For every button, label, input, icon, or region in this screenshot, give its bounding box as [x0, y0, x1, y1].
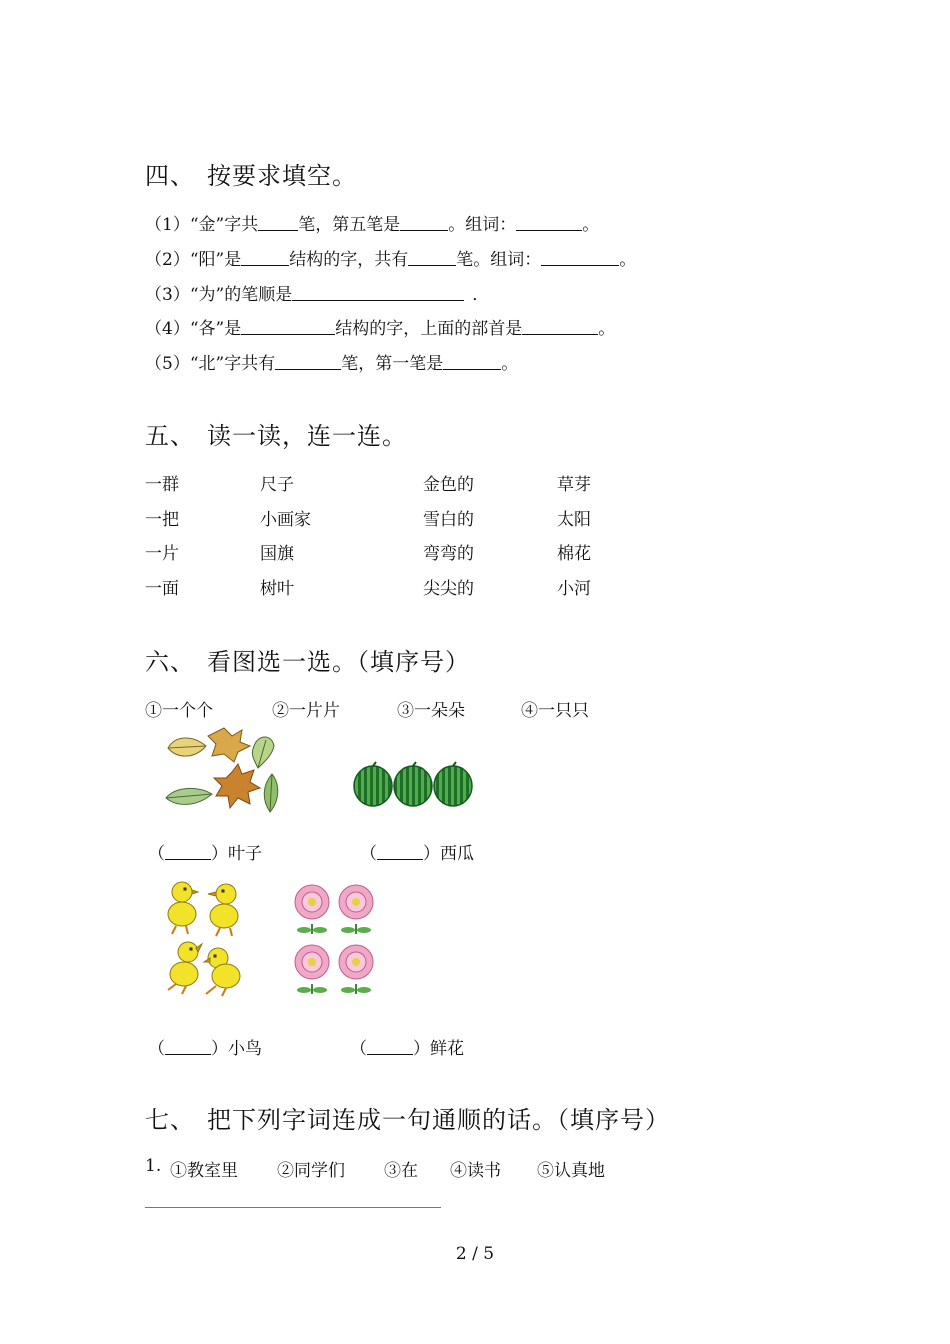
leaves-picture — [162, 724, 290, 816]
s4-item-3 — [145, 280, 489, 305]
s4-item-4-text-b: 结构的字，上面的部首是 — [335, 319, 523, 339]
word-1: ①教室里 — [170, 1161, 238, 1181]
answer-leaves-label: ）叶子 — [211, 844, 262, 864]
answer-flowers — [350, 1034, 464, 1059]
fill-blank[interactable] — [516, 216, 582, 231]
s4-item-2-text-a: （2）“阳”是 — [145, 250, 242, 270]
s4-item-3-text-a: （3）“为”的笔顺是 — [145, 285, 293, 305]
s5-col4-item[interactable]: 棉花 — [557, 544, 591, 564]
s4-item-1 — [145, 210, 599, 235]
s5-col4-item[interactable]: 草芽 — [557, 475, 591, 495]
s4-item-5-text-c: 。 — [501, 354, 519, 374]
section7-title-text: 把下列字词连成一句通顺的话。（填序号） — [207, 1106, 670, 1134]
s5-col4-item[interactable]: 小河 — [557, 579, 591, 599]
answer-flowers-label: ）鲜花 — [413, 1039, 464, 1059]
section5-title-text: 读一读，连一连。 — [207, 422, 407, 450]
option-1: ①一个个 — [145, 701, 213, 721]
s5-col4-item[interactable]: 太阳 — [557, 510, 591, 530]
flower-icon — [339, 885, 373, 934]
chicks-picture — [160, 878, 250, 998]
leaf-icon — [214, 764, 260, 808]
word-5: ⑤认真地 — [537, 1161, 605, 1181]
section4-title — [145, 156, 357, 191]
section7-title — [145, 1100, 670, 1135]
s4-item-2 — [145, 245, 636, 270]
s5-col2-item[interactable]: 小画家 — [260, 510, 311, 530]
s4-item-5-text-b: 笔，第一笔是 — [341, 354, 444, 374]
s4-item-4 — [145, 314, 615, 339]
s5-col1-item[interactable]: 一片 — [145, 544, 179, 564]
leaf-icon — [166, 788, 212, 804]
fill-blank[interactable] — [400, 216, 448, 231]
fill-blank[interactable] — [165, 1040, 211, 1055]
s4-item-1-text-c: 。组词： — [448, 215, 517, 235]
section4-number: 四、 — [145, 162, 195, 190]
flower-icon — [295, 945, 329, 994]
s5-col3-item[interactable]: 尖尖的 — [423, 579, 474, 599]
paren-open: （ — [360, 844, 377, 864]
watermelon-icon — [354, 762, 392, 806]
section7-number: 七、 — [145, 1106, 195, 1134]
s5-col2-item[interactable]: 树叶 — [260, 579, 294, 599]
chick-icon — [204, 948, 240, 996]
option-2: ②一片片 — [272, 701, 340, 721]
word-2: ②同学们 — [277, 1161, 345, 1181]
flower-icon — [339, 945, 373, 994]
s5-col2-item[interactable]: 国旗 — [260, 544, 294, 564]
page-number: 2 / 5 — [455, 1244, 495, 1264]
leaf-icon — [208, 728, 250, 762]
option-3: ③一朵朵 — [397, 701, 465, 721]
s4-item-5-text-a: （5）“北”字共有 — [145, 354, 276, 374]
answer-watermelon-label: ）西瓜 — [423, 844, 474, 864]
s4-item-1-text-b: 笔，第五笔是 — [298, 215, 401, 235]
fill-blank[interactable] — [292, 286, 464, 301]
s4-item-1-text-a: （1）“金”字共 — [145, 215, 259, 235]
s4-item-2-text-c: 笔。组词： — [456, 250, 542, 270]
fill-blank[interactable] — [408, 251, 456, 266]
chick-icon — [168, 942, 202, 994]
section6-title — [145, 642, 470, 677]
s5-col1-item[interactable]: 一把 — [145, 510, 179, 530]
leaf-icon — [264, 774, 278, 812]
s4-item-4-text-a: （4）“各”是 — [145, 319, 242, 339]
fill-blank[interactable] — [522, 320, 598, 335]
s4-item-3-text-b: ． — [472, 285, 490, 305]
answer-birds-label: ）小鸟 — [211, 1039, 262, 1059]
fill-blank[interactable] — [367, 1040, 413, 1055]
s5-col3-item[interactable]: 金色的 — [423, 475, 474, 495]
word-4: ④读书 — [450, 1161, 501, 1181]
fill-blank[interactable] — [241, 251, 289, 266]
fill-blank[interactable] — [443, 355, 501, 370]
leaf-icon — [168, 738, 206, 756]
fill-blank[interactable] — [275, 355, 341, 370]
fill-blank[interactable] — [377, 845, 423, 860]
fill-blank[interactable] — [241, 320, 335, 335]
section6-title-text: 看图选一选。（填序号） — [207, 648, 470, 676]
fill-blank[interactable] — [541, 251, 619, 266]
s5-col3-item[interactable]: 雪白的 — [423, 510, 474, 530]
answer-watermelon — [360, 839, 474, 864]
fill-blank[interactable] — [165, 845, 211, 860]
answer-birds — [148, 1034, 262, 1059]
s4-item-2-text-d: 。 — [619, 250, 637, 270]
s4-item-4-text-c: 。 — [598, 319, 616, 339]
section6-number: 六、 — [145, 648, 195, 676]
chick-icon — [208, 884, 238, 936]
option-4: ④一只只 — [521, 701, 589, 721]
watermelon-icon — [434, 762, 472, 806]
word-3: ③在 — [384, 1161, 418, 1181]
paren-open: （ — [350, 1039, 367, 1059]
flowers-picture — [292, 880, 382, 998]
s4-item-5 — [145, 349, 518, 374]
leaf-icon — [252, 737, 274, 768]
s5-col1-item[interactable]: 一群 — [145, 475, 179, 495]
watermelon-icon — [394, 762, 432, 806]
chick-icon — [168, 882, 198, 934]
s5-col2-item[interactable]: 尺子 — [260, 475, 294, 495]
s4-item-1-text-d: 。 — [582, 215, 600, 235]
q1-number: 1. — [145, 1156, 162, 1176]
section5-title — [145, 416, 407, 451]
s5-col3-item[interactable]: 弯弯的 — [423, 544, 474, 564]
paren-open: （ — [148, 1039, 165, 1059]
section4-title-text: 按要求填空。 — [207, 162, 357, 190]
answer-line[interactable] — [145, 1207, 441, 1208]
fill-blank[interactable] — [258, 216, 298, 231]
section5-number: 五、 — [145, 422, 195, 450]
flower-icon — [295, 885, 329, 934]
s4-item-2-text-b: 结构的字，共有 — [289, 250, 409, 270]
watermelons-picture — [352, 760, 476, 810]
paren-open: （ — [148, 844, 165, 864]
s5-col1-item[interactable]: 一面 — [145, 579, 179, 599]
answer-leaves — [148, 839, 262, 864]
